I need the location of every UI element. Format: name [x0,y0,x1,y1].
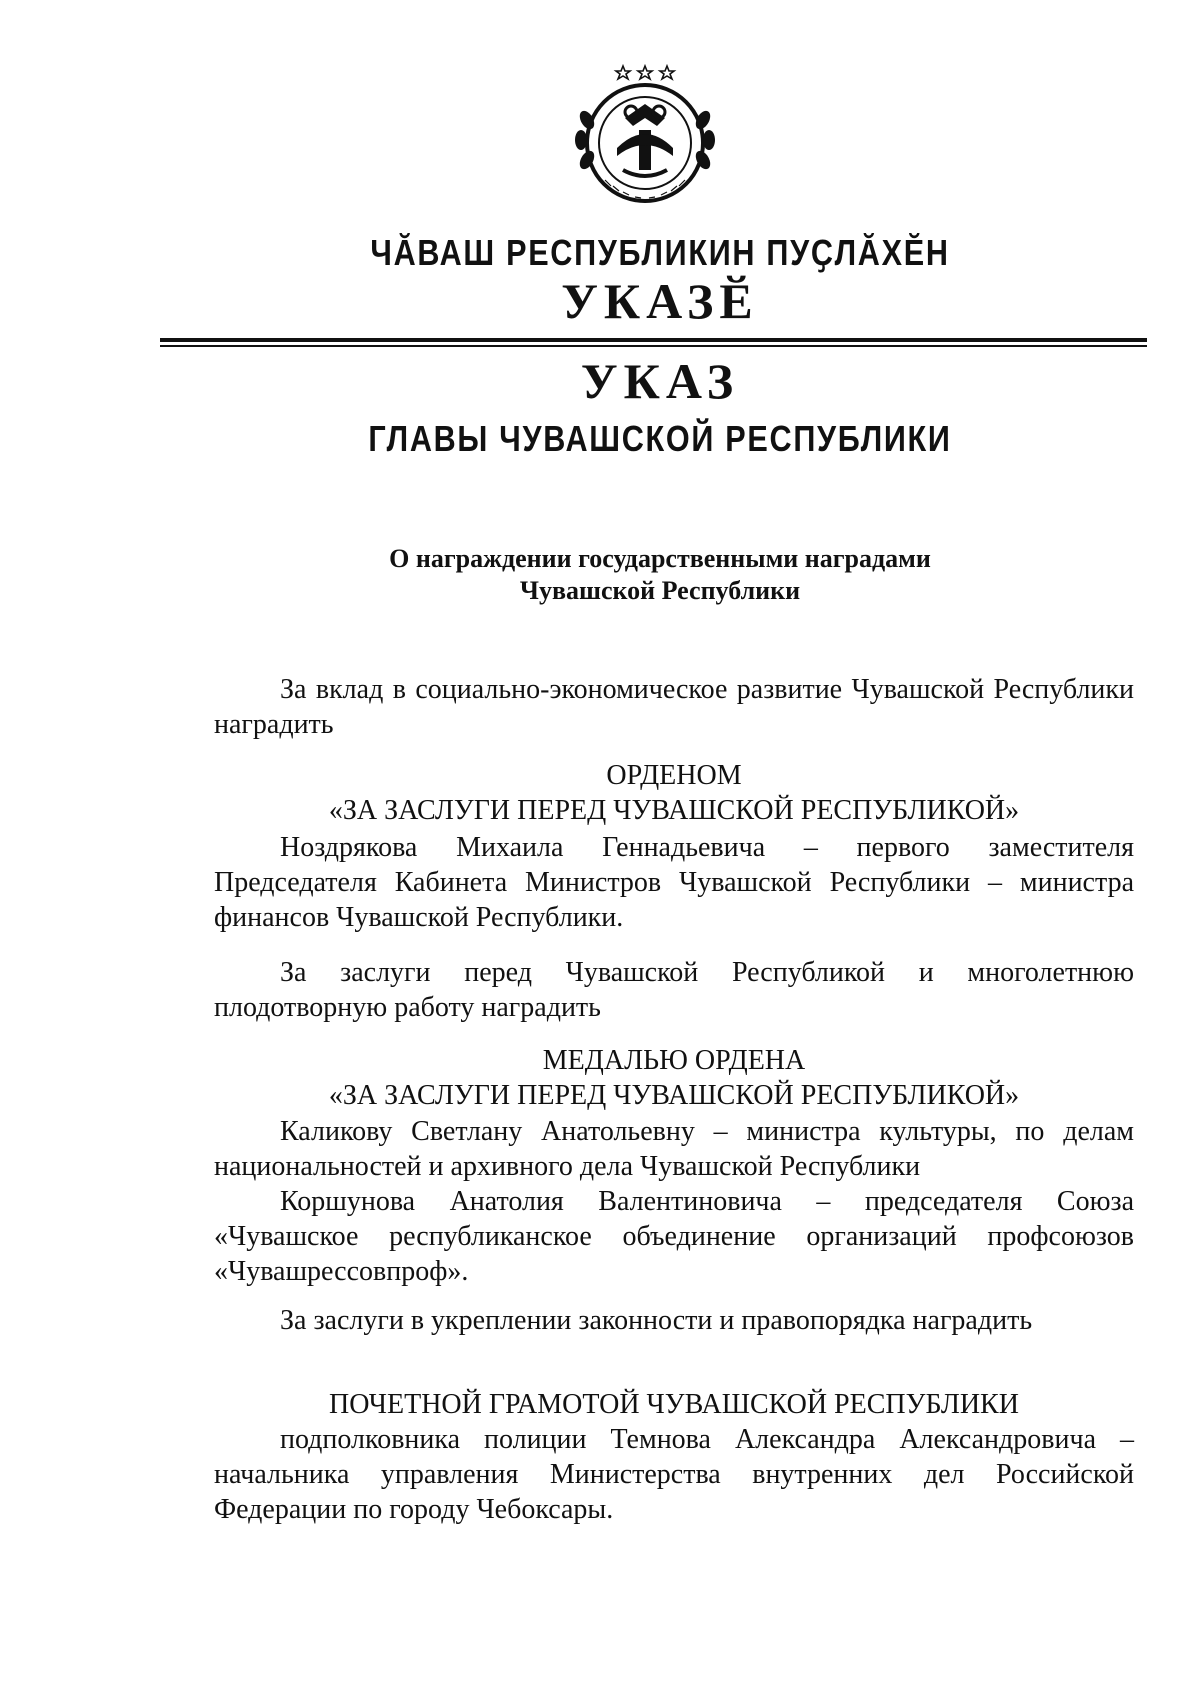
award-order-line-2: «ЗА ЗАСЛУГИ ПЕРЕД ЧУВАШСКОЙ РЕСПУБЛИКОЙ» [328,795,1020,826]
decree-subject-line-1: О награждении государственными наградами [389,544,931,573]
award-medal-line-1: МЕДАЛЬЮ ОРДЕНА [542,1045,806,1076]
decree-subject-line-2: Чувашской Республики [519,576,801,605]
award-medal-line-2: «ЗА ЗАСЛУГИ ПЕРЕД ЧУВАШСКОЙ РЕСПУБЛИКОЙ» [328,1080,1020,1111]
awardee-kalikova: Каликову Светлану Анатольевну – министра культуры, по делам национальностей и архивного дела Чувашской Республики [214,1116,1134,1182]
russian-header-title: ГЛАВЫ ЧУВАШСКОЙ РЕСПУБЛИКИ [368,418,952,459]
award-order-heading [214,758,1134,828]
award-certificate-heading: ПОЧЕТНОЙ ГРАМОТОЙ ЧУВАШСКОЙ РЕСПУБЛИКИ [329,1389,1019,1420]
awardee-temnov: подполковника полиции Темнова Александра Александровича – начальника управления Министерства внутренних дел Российской Федерации по городу Чебоксары. [214,1424,1134,1525]
header-divider-thin [160,345,1147,347]
header-divider-thick [160,338,1147,342]
russian-ukaz-title: УКАЗ [580,353,740,409]
paragraph-contribution: За вклад в социально-экономическое развитие Чувашской Республики наградить [214,674,1134,740]
chuvash-header-title: ЧӐВАШ РЕСПУБЛИКИН ПУҪЛӐХӖН [370,232,950,273]
coat-of-arms-icon [565,60,725,210]
award-medal-heading [214,1043,1134,1113]
chuvash-ukaze-title: УКАЗӖ [561,273,759,329]
award-order-line-1: ОРДЕНОМ [606,760,742,791]
awardee-nozdryakov: Ноздрякова Михаила Геннадьевича – первого заместителя Председателя Кабинета Министров Чувашской Республики – министра финансов Чувашской Республики. [214,832,1134,933]
paragraph-merits: За заслуги перед Чувашской Республикой и многолетнюю плодотворную работу наградить [214,957,1134,1023]
awardee-korshunov: Коршунова Анатолия Валентиновича – председателя Союза «Чувашское республиканское объединение организаций профсоюзов «Чувашрессовпроф». [214,1186,1134,1287]
paragraph-law-order: За заслуги в укреплении законности и правопорядка наградить [280,1305,1033,1336]
